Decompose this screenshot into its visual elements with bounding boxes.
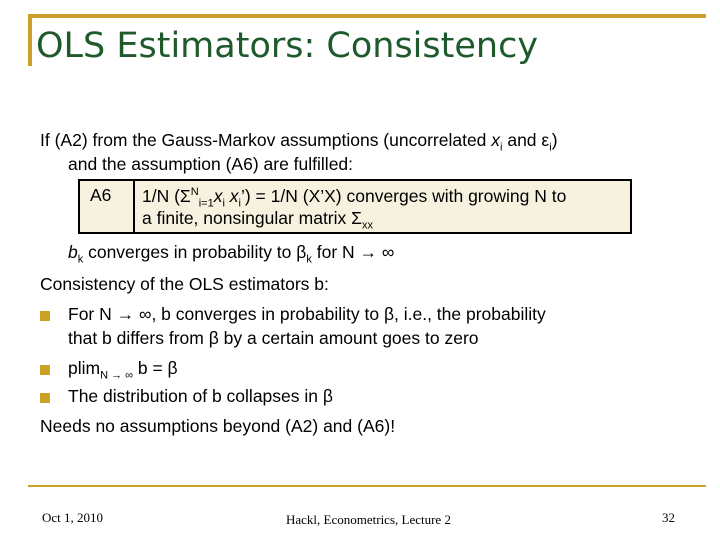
- bullet-marker: [40, 393, 50, 403]
- bullet-item: plim$_{N \to \infty}$ b = β: [68, 358, 178, 382]
- assumption-a6-box: [78, 179, 632, 234]
- closing-statement: Needs no assumptions beyond (A2) and (A6)!: [40, 416, 396, 436]
- footer-title: Hackl, Econometrics, Lecture 2: [286, 512, 451, 527]
- box-divider: [133, 181, 135, 232]
- intro-paragraph: If (A2) from the Gauss-Markov assumptions (uncorrelated $x_i$ and $\varepsilon_i$) and the assumption (A6) are fulfilled:: [40, 130, 558, 174]
- bullet-marker: [40, 311, 50, 321]
- footer-date: Oct 1, 2010: [42, 510, 104, 525]
- slide-title: OLS Estimators: Consistency: [36, 26, 539, 66]
- bullet-item: The distribution of b collapses in β: [68, 386, 333, 406]
- footer-rule: [28, 485, 706, 487]
- title-frame-left: [28, 14, 32, 66]
- bullet-marker: [40, 365, 50, 375]
- convergence-statement: $b_k$ converges in probability to $\beta_k$ for N → ∞: [68, 242, 395, 266]
- consistency-heading: Consistency of the OLS estimators b:: [40, 274, 329, 294]
- assumption-text: 1/N ($\Sigma^N_{i=1}x_i$ $x_i’) = 1/N$ (X’X) converges with growing N to a finite, nonsingular matrix $\Sigma_{xx}$: [142, 186, 567, 232]
- page-number: 32: [662, 510, 675, 525]
- assumption-label: A6: [90, 185, 112, 205]
- bullet-item: For N → ∞, b converges in probability to β, i.e., the probability that b differs from β by a certain amount goes to zero: [68, 304, 546, 348]
- title-frame-top: [28, 14, 706, 18]
